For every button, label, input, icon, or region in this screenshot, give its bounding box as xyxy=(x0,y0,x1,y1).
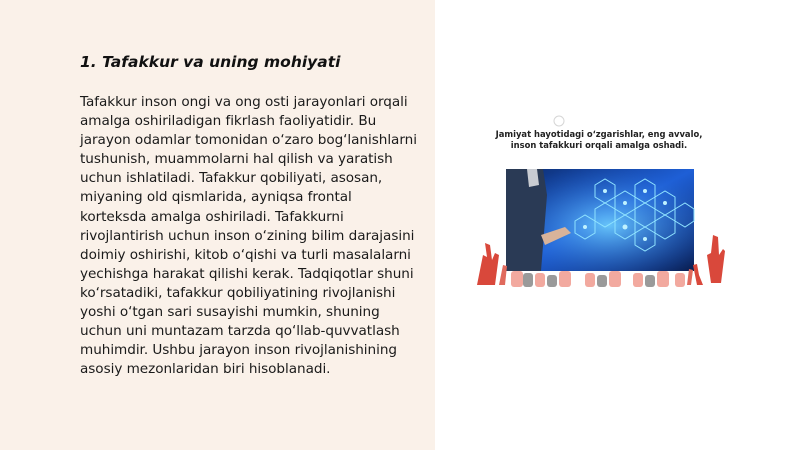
slide-title: 1. Tafakkur va uning mohiyati xyxy=(80,53,341,71)
image-caption: Jamiyat hayotidagi o‘zgarishlar, eng avvalo, inson tafakkuri orqali amalga oshadi. xyxy=(495,129,703,150)
slide-body-text: Tafakkur inson ongi va ong osti jarayonlari orqali amalga oshiriladigan fikrlash faoliyatidir. Bu jarayon odamlar tomonidan o‘zaro bog‘lanishlarni tushunish, muammolarni hal qilish va yaratish uchun ishlatiladi. Tafakkur qobiliyati, asosan, miyaning old qismlarida, ayniqsa frontal korteksda amalga oshiriladi. Tafakkurni rivojlantirish uchun inson o‘zining bilim darajasini doimiy oshirishi, kitob o‘qishi va turli masalalarni yechishga harakat qilishi kerak. Tadqiqotlar shuni ko‘rsatadiki, tafakkur qobiliyatining rivojlanishi yoshi o‘tgan sari susayishi mumkin, shuning uchun uni muntazam tarzda qo‘llab-quvvatlash muhimdir. Ushbu jarayon inson rivojlanishining asosiy mezonlaridan biri hisoblanadi. xyxy=(80,94,417,378)
